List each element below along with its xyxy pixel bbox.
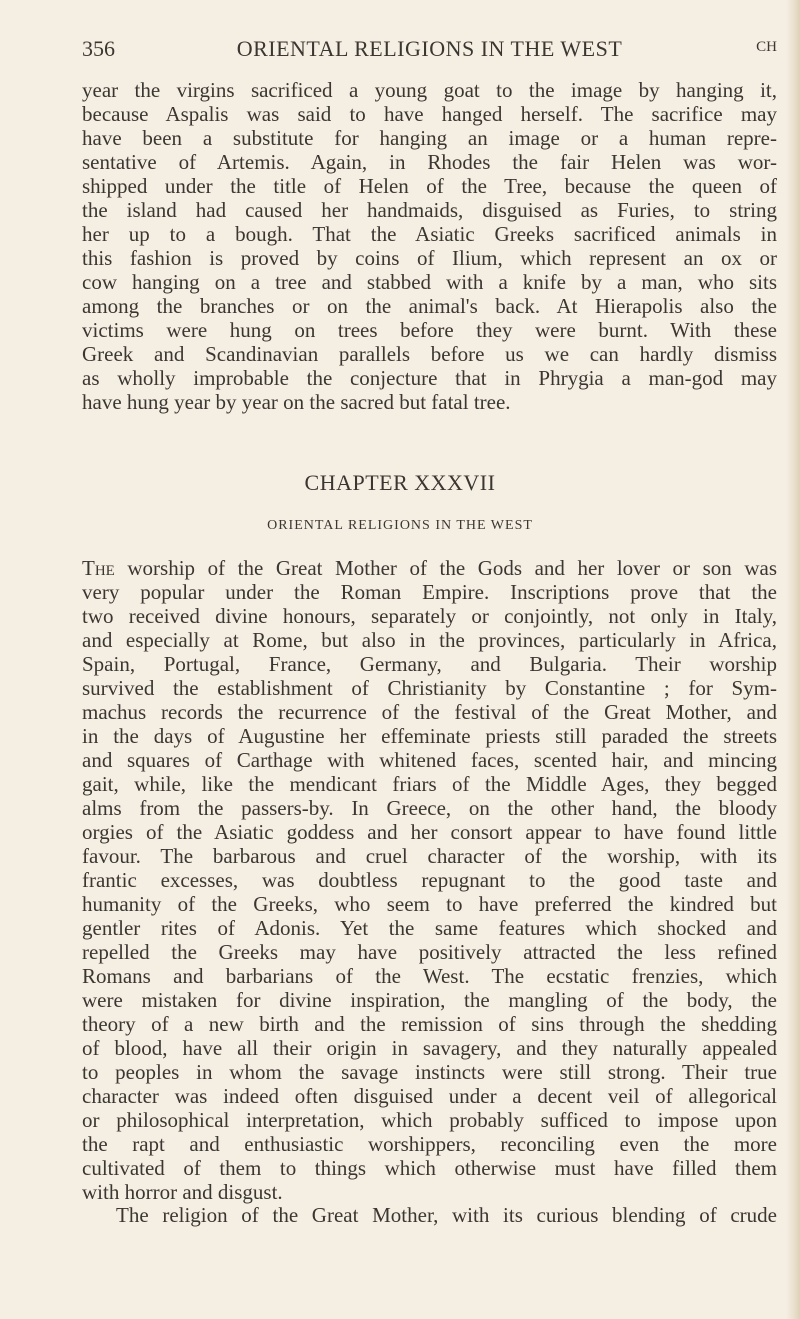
text-line: [82, 294, 777, 318]
text-line: [82, 150, 777, 174]
line-text: repelled the Greeks may have positively attracted the less refined: [82, 940, 777, 964]
text-line: [82, 1084, 777, 1108]
text-line: [82, 1036, 777, 1060]
text-line: [82, 1132, 777, 1156]
line-text: or philosophical interpretation, which probably sufficed to impose upon: [82, 1108, 777, 1132]
chapter-title: ORIENTAL RELIGIONS IN THE WEST: [267, 518, 533, 533]
line-text: victims were hung on trees before they were burnt. With these: [82, 318, 777, 342]
text-line: [82, 1060, 777, 1084]
running-header: [82, 36, 777, 66]
line-text: her up to a bough. That the Asiatic Greeks sacrificed animals in: [82, 222, 777, 246]
text-line: [82, 318, 777, 342]
line-text: and squares of Carthage with whitened faces, scented hair, and mincing: [82, 748, 777, 772]
text-line: [82, 1108, 777, 1132]
text-line: [82, 892, 777, 916]
text-line: [82, 78, 777, 102]
text-line: [82, 1180, 777, 1204]
line-text: as wholly improbable the conjecture that in Phrygia a man-god may: [82, 366, 777, 390]
line-text: because Aspalis was said to have hanged herself. The sacrifice may: [82, 102, 777, 126]
line-text: year the virgins sacrificed a young goat to the image by hanging it,: [82, 78, 777, 102]
text-line: [82, 604, 777, 628]
text-line: [82, 102, 777, 126]
text-line: [82, 988, 777, 1012]
text-line: [82, 198, 777, 222]
text-line: [82, 222, 777, 246]
paragraph-3: [82, 1203, 777, 1227]
text-line: [82, 246, 777, 270]
text-line: [82, 796, 777, 820]
chapter-abbrev: CH: [756, 39, 777, 55]
line-text: the rapt and enthusiastic worshippers, reconciling even the more: [82, 1132, 777, 1156]
paragraph-1: [82, 78, 777, 414]
line-text: Greek and Scandinavian parallels before us we can hardly dismiss: [82, 342, 777, 366]
line-text: the island had caused her handmaids, disguised as Furies, to string: [82, 198, 777, 222]
text-line: [82, 940, 777, 964]
line-text: this fashion is proved by coins of Ilium, which represent an ox or: [82, 246, 777, 270]
line-text: The religion of the Great Mother, with its curious blending of crude: [116, 1203, 777, 1227]
line-text: favour. The barbarous and cruel character of the worship, with its: [82, 844, 777, 868]
line-text: have been a substitute for hanging an image or a human repre-: [82, 126, 777, 150]
text-line: [82, 1203, 777, 1227]
text-line: [82, 342, 777, 366]
page-spine-shadow: [786, 0, 800, 1319]
text-line: [82, 556, 777, 580]
text-line: [82, 174, 777, 198]
line-text: shipped under the title of Helen of the Tree, because the queen of: [82, 174, 777, 198]
chapter-number: CHAPTER XXXVII: [304, 470, 496, 495]
text-line: [82, 844, 777, 868]
text-line: [82, 748, 777, 772]
line-text: to peoples in whom the savage instincts were still strong. Their true: [82, 1060, 777, 1084]
line-text: sentative of Artemis. Again, in Rhodes the fair Helen was wor-: [82, 150, 777, 174]
line-text: humanity of the Greeks, who seem to have preferred the kindred but: [82, 892, 777, 916]
text-line: [82, 700, 777, 724]
line-text: gentler rites of Adonis. Yet the same features which shocked and: [82, 916, 777, 940]
lead-small-caps: The: [82, 556, 115, 580]
text-line: [82, 1012, 777, 1036]
line-text: among the branches or on the animal's back. At Hierapolis also the: [82, 294, 777, 318]
line-text: and especially at Rome, but also in the provinces, particularly in Africa,: [82, 628, 777, 652]
text-line: [82, 366, 777, 390]
text-line: [82, 916, 777, 940]
line-text: with horror and disgust.: [82, 1180, 283, 1204]
line-text: Romans and barbarians of the West. The ecstatic frenzies, which: [82, 964, 777, 988]
text-line: [82, 652, 777, 676]
text-line: [82, 868, 777, 892]
line-text: very popular under the Roman Empire. Inscriptions prove that the: [82, 580, 777, 604]
text-line: [82, 772, 777, 796]
line-text: of blood, have all their origin in savagery, and they naturally appealed: [82, 1036, 777, 1060]
line-text: cow hanging on a tree and stabbed with a knife by a man, who sits: [82, 270, 777, 294]
line-text: cultivated of them to things which otherwise must have filled them: [82, 1156, 777, 1180]
line-text: orgies of the Asiatic goddess and her consort appear to have found little: [82, 820, 777, 844]
line-text: alms from the passers-by. In Greece, on the other hand, the bloody: [82, 796, 777, 820]
line-text: Spain, Portugal, France, Germany, and Bulgaria. Their worship: [82, 652, 777, 676]
line-text: survived the establishment of Christianity by Constantine ; for Sym-: [82, 676, 777, 700]
text-line: [82, 1156, 777, 1180]
running-title: ORIENTAL RELIGIONS IN THE WEST: [236, 36, 623, 61]
line-text: in the days of Augustine her effeminate priests still paraded the streets: [82, 724, 777, 748]
line-text: two received divine honours, separately or conjointly, not only in Italy,: [82, 604, 777, 628]
text-line: [82, 126, 777, 150]
text-line: [82, 390, 777, 414]
line-text: theory of a new birth and the remission of sins through the shedding: [82, 1012, 777, 1036]
text-line: [82, 270, 777, 294]
line-text: were mistaken for divine inspiration, the mangling of the body, the: [82, 988, 777, 1012]
text-line: [82, 676, 777, 700]
page-number: 356: [82, 36, 115, 61]
text-line: [82, 580, 777, 604]
text-line: [82, 724, 777, 748]
line-text: have hung year by year on the sacred but fatal tree.: [82, 390, 511, 414]
text-line: [82, 820, 777, 844]
line-text: worship of the Great Mother of the Gods and her lover or son was: [114, 556, 777, 580]
line-text: gait, while, like the mendicant friars of the Middle Ages, they begged: [82, 772, 777, 796]
line-text: frantic excesses, was doubtless repugnant to the good taste and: [82, 868, 777, 892]
line-text: character was indeed often disguised under a decent veil of allegorical: [82, 1084, 777, 1108]
line-text: machus records the recurrence of the festival of the Great Mother, and: [82, 700, 777, 724]
paragraph-2: [82, 556, 777, 1204]
text-line: [82, 628, 777, 652]
text-line: [82, 964, 777, 988]
